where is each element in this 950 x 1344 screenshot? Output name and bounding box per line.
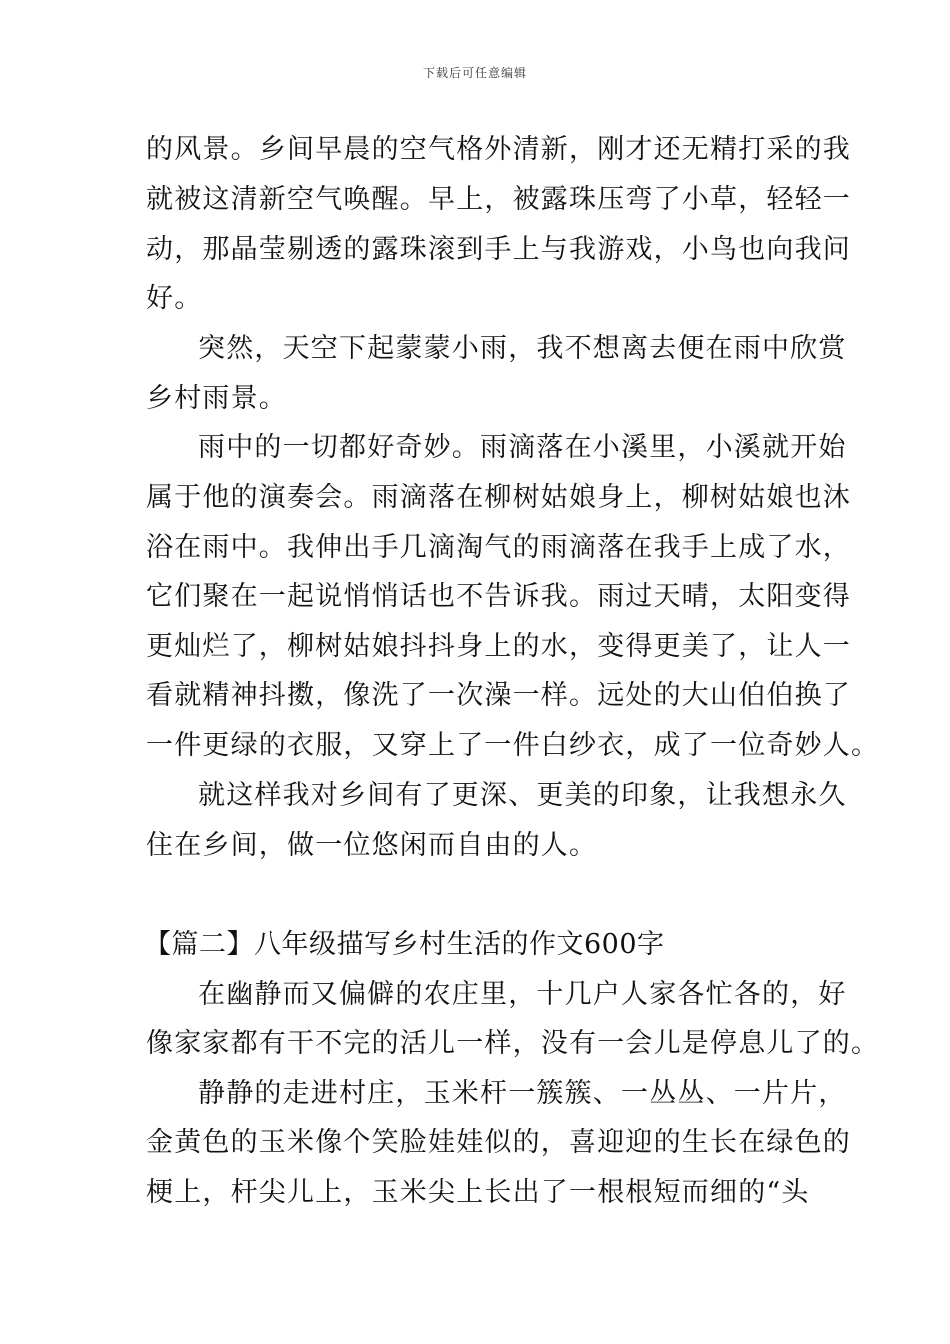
text-line: 更灿烂了，柳树姑娘抖抖身上的水，变得更美了，让人一 <box>146 631 851 662</box>
text-line: 住在乡间，做一位悠闲而自由的人。 <box>146 830 598 861</box>
text-line: 属于他的演奏会。雨滴落在柳树姑娘身上，柳树姑娘也沐 <box>146 482 851 513</box>
paragraph-start-line: 静静的走进村庄，玉米杆一簇簇、一丛丛、一片片， <box>198 1078 847 1109</box>
text-line: 动，那晶莹剔透的露珠滚到手上与我游戏，小鸟也向我问 <box>146 234 851 265</box>
text-line: 金黄色的玉米像个笑脸娃娃似的，喜迎迎的生长在绿色的 <box>146 1127 851 1158</box>
text-line: 好。 <box>146 283 203 314</box>
paragraph-start-line: 在幽静而又偏僻的农庄里，十几户人家各忙各的，好 <box>198 979 847 1010</box>
text-line: 浴在雨中。我伸出手几滴淘气的雨滴落在我手上成了水， <box>146 532 851 563</box>
text-line: 就被这清新空气唤醒。早上，被露珠压弯了小草，轻轻一 <box>146 184 851 215</box>
paragraph-start-line: 雨中的一切都好奇妙。雨滴落在小溪里，小溪就开始 <box>198 432 847 463</box>
text-line: 乡村雨景。 <box>146 383 287 414</box>
text-line: 一件更绿的衣服，又穿上了一件白纱衣，成了一位奇妙人。 <box>146 730 880 761</box>
text-line: 的风景。乡间早晨的空气格外清新，刚才还无精打采的我 <box>146 134 851 165</box>
section-title: 【篇二】八年级描写乡村生活的作文600字 <box>144 929 665 960</box>
page-header: 下载后可任意编辑 <box>422 66 527 80</box>
text-line: 看就精神抖擞，像洗了一次澡一样。远处的大山伯伯换了 <box>146 680 851 711</box>
text-line: 像家家都有干不完的活儿一样，没有一会儿是停息儿了的。 <box>146 1028 880 1059</box>
text-line: 它们聚在一起说悄悄话也不告诉我。雨过天晴，太阳变得 <box>146 581 851 612</box>
text-line: 梗上，杆尖儿上，玉米尖上长出了一根根短而细的“头 <box>146 1177 810 1208</box>
paragraph-start-line: 突然，天空下起蒙蒙小雨，我不想离去便在雨中欣赏 <box>198 333 847 364</box>
paragraph-start-line: 就这样我对乡间有了更深、更美的印象，让我想永久 <box>198 780 847 811</box>
